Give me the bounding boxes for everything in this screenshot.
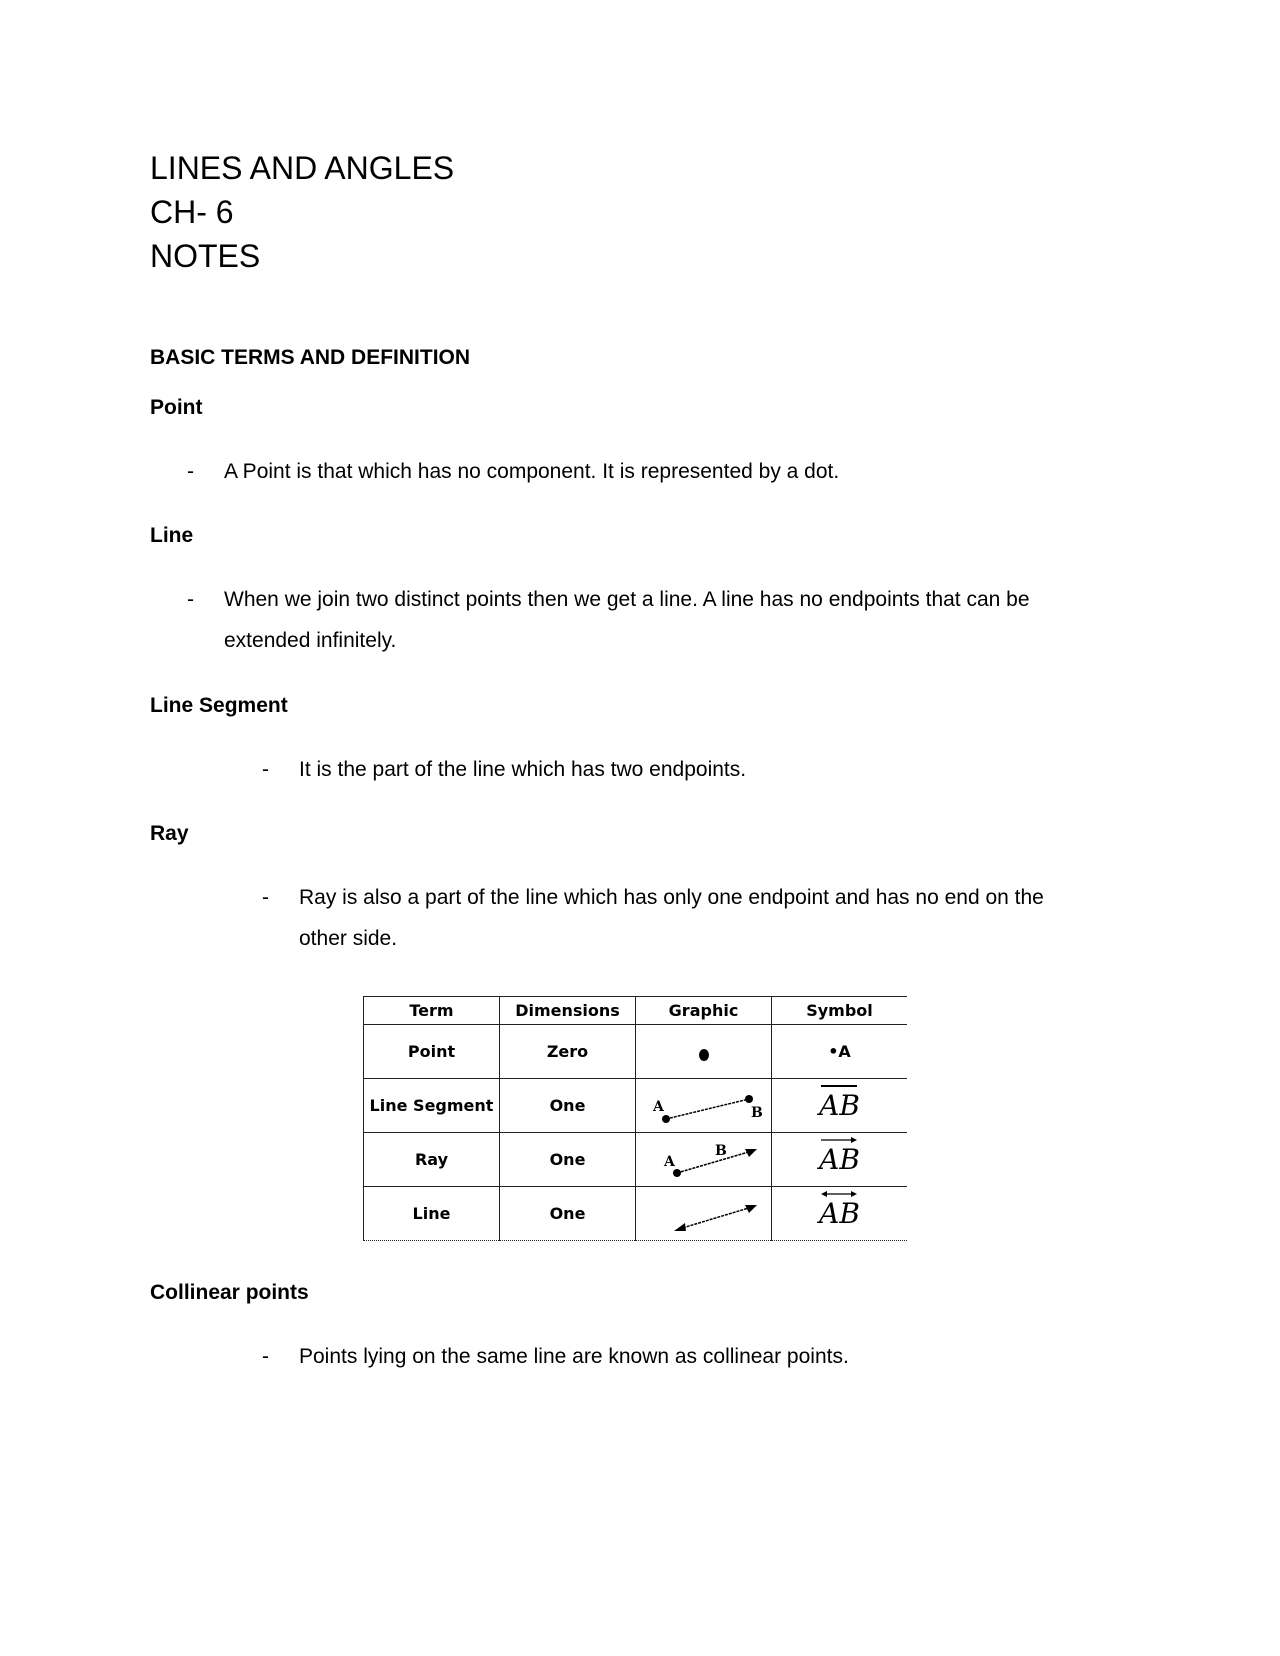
line-icon — [639, 1189, 769, 1239]
ray-symbol-text: AB — [819, 1143, 860, 1176]
collinear-definition: Points lying on the same line are known as collinear points. — [299, 1345, 849, 1368]
cell-term: Point — [364, 1025, 500, 1079]
header-symbol: Symbol — [772, 997, 908, 1025]
graphic-label-a: A — [652, 1098, 664, 1115]
point-heading: Point — [150, 396, 203, 419]
graphic-label-b: B — [714, 1142, 727, 1159]
line-segment-graphic — [636, 1079, 772, 1133]
terms-table — [363, 996, 907, 1241]
table-row — [364, 1187, 908, 1241]
title-line-3: NOTES — [150, 238, 261, 274]
ray-graphic — [636, 1133, 772, 1187]
title-line-1: LINES AND ANGLES — [150, 150, 455, 186]
cell-symbol — [772, 1133, 908, 1187]
line-symbol-text: AB — [819, 1197, 860, 1230]
line-heading: Line — [150, 524, 194, 547]
graphic-label-a: A — [663, 1153, 675, 1170]
point-definition: A Point is that which has no component. It is represented by a dot. — [224, 460, 840, 483]
table-row — [364, 1079, 908, 1133]
header-dimensions: Dimensions — [500, 997, 636, 1025]
segment-symbol-text: AB — [819, 1089, 860, 1122]
ray-icon — [639, 1135, 769, 1185]
line-definition-1: When we join two distinct points then we get a line. A line has no endpoints that can be — [224, 588, 1030, 611]
cell-dimensions: One — [500, 1187, 636, 1241]
table-row — [364, 1025, 908, 1079]
arrow-right-icon — [819, 1135, 859, 1145]
cell-symbol — [772, 1079, 908, 1133]
collinear-heading: Collinear points — [150, 1281, 309, 1304]
cell-symbol — [772, 1187, 908, 1241]
table-row — [364, 1133, 908, 1187]
cell-dimensions: Zero — [500, 1025, 636, 1079]
line-graphic — [636, 1187, 772, 1241]
table-header-row — [364, 997, 908, 1025]
ray-symbol — [819, 1143, 860, 1176]
ray-heading: Ray — [150, 822, 189, 845]
line-segment-definition: It is the part of the line which has two endpoints. — [299, 758, 747, 781]
ray-definition-1: Ray is also a part of the line which has only one endpoint and has no end on the — [299, 886, 1044, 909]
bullet-dash: - — [262, 758, 269, 781]
dot-icon — [639, 1027, 769, 1077]
cell-dimensions: One — [500, 1079, 636, 1133]
ray-definition-2: other side. — [299, 927, 398, 950]
cell-term: Ray — [364, 1133, 500, 1187]
graphic-label-b: B — [750, 1104, 763, 1121]
header-term: Term — [364, 997, 500, 1025]
cell-term: Line Segment — [364, 1079, 500, 1133]
point-symbol: •A — [828, 1042, 851, 1061]
overline-bar-icon — [819, 1081, 859, 1091]
segment-symbol — [819, 1089, 860, 1122]
title-line-2: CH- 6 — [150, 194, 234, 230]
line-segment-icon — [639, 1081, 769, 1131]
line-definition-2: extended infinitely. — [224, 629, 397, 652]
point-graphic — [636, 1025, 772, 1079]
header-graphic: Graphic — [636, 997, 772, 1025]
bullet-dash: - — [187, 460, 194, 483]
double-arrow-icon — [819, 1189, 859, 1199]
cell-dimensions: One — [500, 1133, 636, 1187]
line-segment-heading: Line Segment — [150, 694, 288, 717]
main-heading: BASIC TERMS AND DEFINITION — [150, 346, 471, 369]
cell-term: Line — [364, 1187, 500, 1241]
bullet-dash: - — [187, 588, 194, 611]
line-symbol — [819, 1197, 860, 1230]
bullet-dash: - — [262, 886, 269, 909]
cell-symbol — [772, 1025, 908, 1079]
bullet-dash: - — [262, 1345, 269, 1368]
